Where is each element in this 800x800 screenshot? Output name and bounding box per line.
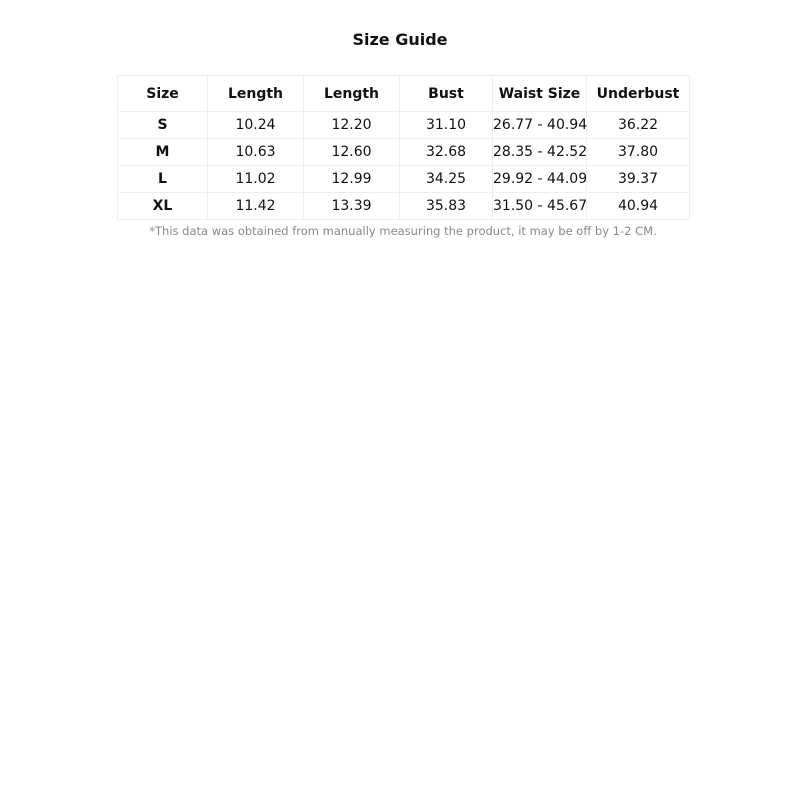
waist-size-cell: 28.35 - 42.52 <box>493 139 587 166</box>
length-1-cell: 11.02 <box>208 166 304 193</box>
bust-cell: 31.10 <box>400 112 493 139</box>
header-underbust: Underbust <box>587 76 690 112</box>
size-cell: L <box>118 166 208 193</box>
bust-cell: 34.25 <box>400 166 493 193</box>
length-1-cell: 10.24 <box>208 112 304 139</box>
length-2-cell: 12.60 <box>304 139 400 166</box>
size-cell: M <box>118 139 208 166</box>
table-row <box>118 193 690 220</box>
bust-cell: 35.83 <box>400 193 493 220</box>
table-row <box>118 139 690 166</box>
header-waist-size: Waist Size <box>493 76 587 112</box>
header-size: Size <box>118 76 208 112</box>
size-table <box>117 75 690 220</box>
header-length-1: Length <box>208 76 304 112</box>
waist-size-cell: 26.77 - 40.94 <box>493 112 587 139</box>
size-cell: S <box>118 112 208 139</box>
measurement-note: *This data was obtained from manually measuring the product, it may be off by 1-2 CM. <box>149 224 657 238</box>
length-2-cell: 13.39 <box>304 193 400 220</box>
waist-size-cell: 29.92 - 44.09 <box>493 166 587 193</box>
underbust-cell: 39.37 <box>587 166 690 193</box>
page-title: Size Guide <box>352 30 448 49</box>
underbust-cell: 37.80 <box>587 139 690 166</box>
underbust-cell: 36.22 <box>587 112 690 139</box>
underbust-cell: 40.94 <box>587 193 690 220</box>
table-row <box>118 166 690 193</box>
header-length-2: Length <box>304 76 400 112</box>
length-2-cell: 12.20 <box>304 112 400 139</box>
length-1-cell: 11.42 <box>208 193 304 220</box>
size-cell: XL <box>118 193 208 220</box>
table-row <box>118 112 690 139</box>
length-1-cell: 10.63 <box>208 139 304 166</box>
waist-size-cell: 31.50 - 45.67 <box>493 193 587 220</box>
header-bust: Bust <box>400 76 493 112</box>
bust-cell: 32.68 <box>400 139 493 166</box>
length-2-cell: 12.99 <box>304 166 400 193</box>
table-header-row <box>118 76 690 112</box>
